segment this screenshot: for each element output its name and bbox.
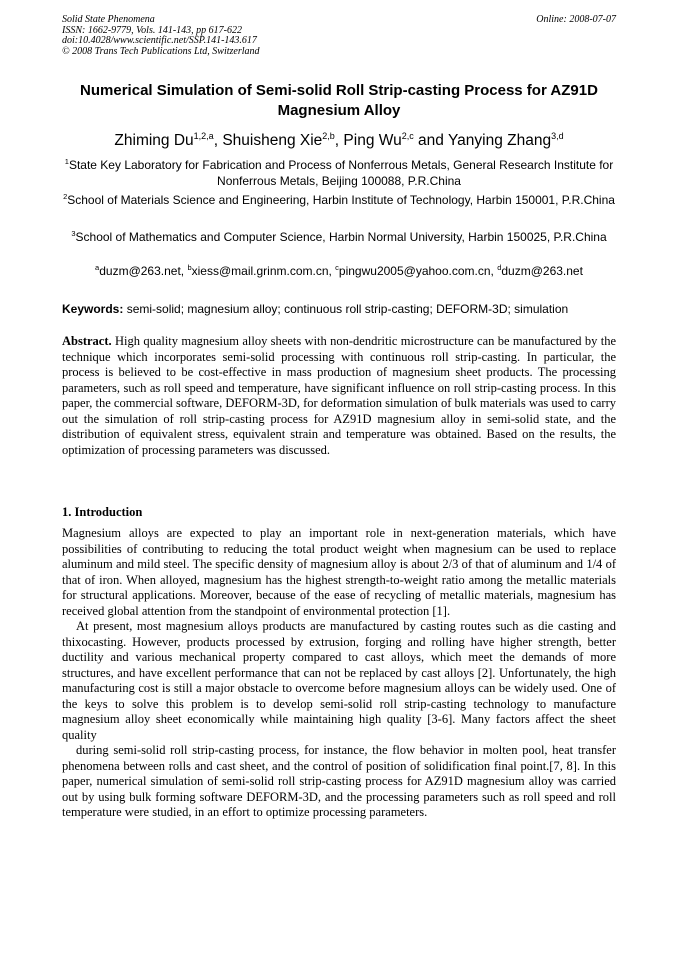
email-marker: a	[95, 263, 100, 272]
doi: doi:10.4028/www.scientific.net/SSP.141-143.617	[62, 35, 257, 46]
author-separator: ,	[213, 132, 223, 149]
issn: ISSN: 1662-9779, Vols. 141-143, pp 617-622	[62, 24, 242, 36]
affiliation-marker: 2	[63, 192, 68, 201]
author-list	[62, 131, 616, 151]
author-separator: ,	[334, 132, 344, 149]
author-separator: and	[413, 132, 448, 149]
journal-header	[62, 15, 616, 57]
affiliation-text: School of Materials Science and Engineering, Harbin Institute of Technology, Harbin 150001, P.R.China	[67, 193, 615, 207]
online-date: Online: 2008-07-07	[536, 14, 616, 25]
abstract	[62, 334, 616, 458]
author-affiliation-marker: 2,c	[401, 131, 414, 141]
author-name: Zhiming Du	[114, 132, 194, 149]
author-affiliation-marker: 3,d	[551, 131, 564, 141]
affiliation	[62, 229, 616, 245]
email-address: xiess@mail.grinm.com.cn,	[191, 264, 336, 278]
affiliation-text: State Key Laboratory for Fabrication and Process of Nonferrous Metals, General Research Institute for Nonferrous Metals, Beijing 100088, P.R.China	[68, 158, 614, 188]
email-address: duzm@263.net	[501, 264, 583, 278]
paper-title: Numerical Simulation of Semi-solid Roll Strip-casting Process for AZ91D Magnesium Alloy	[80, 82, 598, 119]
email-marker: b	[187, 263, 192, 272]
affiliation-marker: 3	[71, 229, 76, 238]
keywords-label: Keywords:	[62, 302, 124, 316]
author-affiliation-marker: 2,b	[322, 131, 335, 141]
abstract-text: High quality magnesium alloy sheets with non-dendritic microstructure can be manufactured by the technique which incorporates semi-solid processing with continuous roll strip-casting. In particular, the process is believed to be cost-effective in mass production of magnesium sheet products. The processing parameters, such as roll speed and temperature, have significant influence on roll strip-casting process. In this paper, the commercial software, DEFORM-3D, for deformation simulation of bulk materials was used to carry out the simulation of roll strip-casting process for AZ91D magnesium alloy in semi-solid state, and the distribution of equivalent stress, equivalent strain and temperature was obtained. Based on the results, the optimization of processing parameters was discussed.	[62, 334, 616, 457]
paragraph: during semi-solid roll strip-casting process, for instance, the flow behavior in molten pool, heat transfer phenomena between rolls and cast sheet, and the control of position of solidification final point.[7, 8]. In this paper, numerical simulation of semi-solid roll strip-casting process for AZ91D magnesium alloy was carried out by using bulk forming software DEFORM-3D, and the processing parameters such as roll speed and roll temperature were studied, in an effort to optimize processing parameters.	[62, 743, 616, 819]
paragraph: Magnesium alloys are expected to play an important role in next-generation materials, which have possibilities of contributing to reducing the total product weight when magnesium can be used to replace aluminum and mild steel. The specific density of magnesium alloy is about 2/3 of that of aluminum and 1/4 of that of iron. When alloyed, magnesium has the highest strength-to-weight ratio among the metallic materials for structural applications. Moreover, because of the ease of recycling of metallic materials, magnesium has received global attention from the standpoint of environmental protection [1].	[62, 526, 616, 618]
abstract-label: Abstract.	[62, 334, 112, 348]
affiliation	[62, 157, 616, 189]
keywords-text: semi-solid; magnesium alloy; continuous roll strip-casting; DEFORM-3D; simulation	[123, 302, 569, 316]
journal-name: Solid State Phenomena	[62, 14, 155, 25]
affiliation-text: School of Mathematics and Computer Science, Harbin Normal University, Harbin 150025, P.R.China	[75, 230, 607, 244]
section-heading: 1. Introduction	[62, 505, 143, 519]
introduction-body	[62, 526, 616, 821]
affiliation-marker: 1	[64, 157, 69, 166]
keywords	[62, 301, 616, 317]
author-name: Ping Wu	[343, 132, 402, 149]
email-marker: c	[335, 263, 339, 272]
author-name: Shuisheng Xie	[222, 132, 323, 149]
email-list	[62, 263, 616, 279]
author-name: Yanying Zhang	[447, 132, 552, 149]
email-address: pingwu2005@yahoo.com.cn,	[338, 264, 498, 278]
copyright: © 2008 Trans Tech Publications Ltd, Switzerland	[62, 45, 260, 57]
affiliation	[62, 192, 616, 208]
email-marker: d	[497, 263, 502, 272]
email-address: duzm@263.net,	[99, 264, 188, 278]
paragraph: At present, most magnesium alloys products are manufactured by casting routes such as die casting and thixocasting. However, products processed by extrusion, forging and rolling have higher strength, better ductility and various mechanical property compared to cast alloys, which meet the demands of more structures, and have excellent performance that can not be replaced by cast alloys [2]. Unfortunately, the high manufacturing cost is still a major obstacle to overcome before magnesium alloys can be widely used. One of the keys to solve this problem is to develop semi-solid roll strip-casting technology to manufacture magnesium alloy sheet economically while maintaining high quality [3-6]. Many factors affect the sheet quality	[62, 619, 616, 742]
author-affiliation-marker: 1,2,a	[193, 131, 214, 141]
